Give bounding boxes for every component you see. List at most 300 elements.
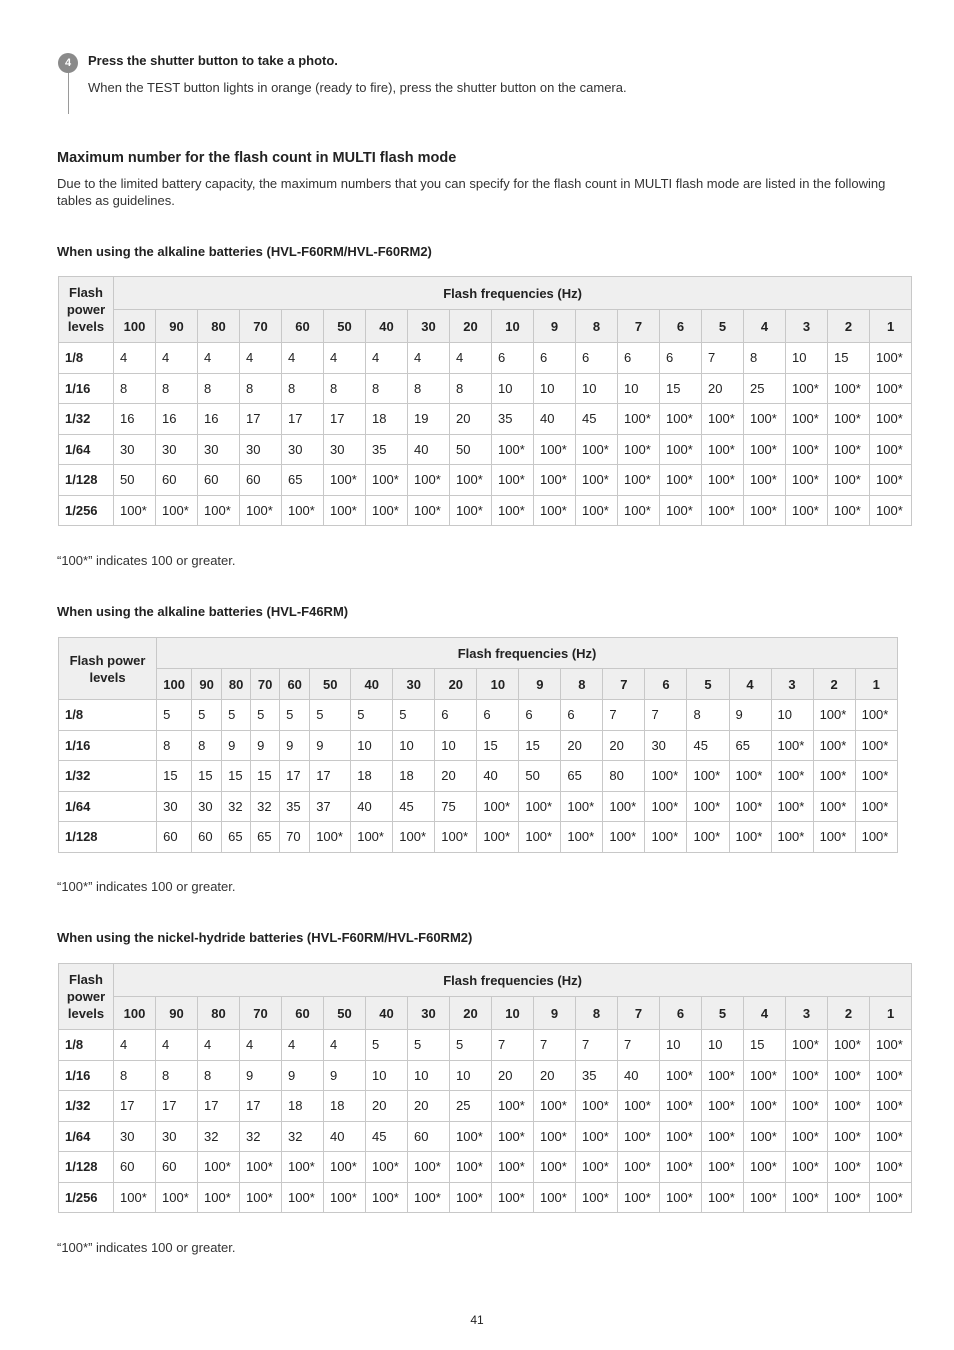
value-cell: 100* [702,1121,744,1152]
table-row [59,373,912,404]
column-header: 2 [828,997,870,1030]
column-header: 1 [870,997,912,1030]
value-cell: 100* [534,1121,576,1152]
value-cell: 65 [251,822,280,853]
value-cell: 100* [702,495,744,526]
value-cell: 8 [198,373,240,404]
value-cell: 100* [786,495,828,526]
value-cell: 100* [870,434,912,465]
value-cell: 100* [366,495,408,526]
header-row [59,964,912,997]
column-header-row [59,669,898,700]
value-cell: 20 [492,1060,534,1091]
value-cell: 65 [729,730,771,761]
value-cell: 100* [366,1152,408,1183]
value-cell: 100* [855,822,897,853]
column-header: 90 [156,997,198,1030]
value-cell: 100* [310,822,351,853]
value-cell: 100* [198,1182,240,1213]
value-cell: 6 [477,700,519,731]
value-cell: 100* [492,495,534,526]
power-level-cell: 1/16 [59,373,114,404]
value-cell: 8 [324,373,366,404]
value-cell: 40 [408,434,450,465]
column-header: 40 [366,997,408,1030]
value-cell: 25 [450,1091,492,1122]
value-cell: 100* [813,700,855,731]
value-cell: 15 [251,761,280,792]
column-header-row [59,997,912,1030]
value-cell: 35 [366,434,408,465]
value-cell: 7 [534,1030,576,1061]
section-title: Maximum number for the flash count in MULTI flash mode [57,150,457,166]
value-cell: 60 [157,822,192,853]
column-header: 5 [687,669,729,700]
value-cell: 40 [534,404,576,435]
value-cell: 100* [450,1121,492,1152]
value-cell: 100* [828,1121,870,1152]
value-cell: 100* [828,1030,870,1061]
table-row [59,1091,912,1122]
value-cell: 6 [660,343,702,374]
column-header: 90 [192,669,222,700]
group-header: Flash frequencies (Hz) [114,277,912,310]
value-cell: 100* [870,1121,912,1152]
table-alkaline-f60rm [58,276,912,526]
value-cell: 100* [828,1091,870,1122]
value-cell: 20 [702,373,744,404]
value-cell: 10 [771,700,813,731]
value-cell: 17 [198,1091,240,1122]
power-level-cell: 1/8 [59,1030,114,1061]
column-header: 60 [282,997,324,1030]
column-header: 5 [702,310,744,343]
value-cell: 10 [366,1060,408,1091]
value-cell: 100* [534,495,576,526]
column-header: 7 [618,997,660,1030]
value-cell: 17 [240,1091,282,1122]
value-cell: 100* [282,1182,324,1213]
value-cell: 100* [282,1152,324,1183]
value-cell: 8 [408,373,450,404]
value-cell: 100* [855,730,897,761]
value-cell: 4 [324,1030,366,1061]
value-cell: 100* [702,465,744,496]
value-cell: 10 [576,373,618,404]
value-cell: 40 [351,791,393,822]
value-cell: 20 [561,730,603,761]
value-cell: 100* [660,465,702,496]
value-cell: 100* [786,465,828,496]
value-cell: 100* [828,373,870,404]
value-cell: 100* [450,1182,492,1213]
value-cell: 20 [408,1091,450,1122]
group-header: Flash frequencies (Hz) [157,638,898,669]
power-level-cell: 1/64 [59,434,114,465]
page-number: 41 [470,1313,484,1327]
corner-header: Flash power levels [59,638,157,700]
step-title: Press the shutter button to take a photo. [88,53,338,68]
value-cell: 100* [660,434,702,465]
value-cell: 100* [156,1182,198,1213]
value-cell: 100* [771,822,813,853]
value-cell: 50 [114,465,156,496]
value-cell: 100* [603,822,645,853]
value-cell: 32 [222,791,251,822]
value-cell: 5 [222,700,251,731]
value-cell: 20 [450,404,492,435]
power-level-cell: 1/32 [59,1091,114,1122]
value-cell: 100* [870,1030,912,1061]
column-header: 2 [813,669,855,700]
column-header: 7 [603,669,645,700]
value-cell: 100* [744,1060,786,1091]
value-cell: 18 [324,1091,366,1122]
value-cell: 15 [477,730,519,761]
value-cell: 100* [828,1182,870,1213]
value-cell: 100* [729,761,771,792]
value-cell: 10 [618,373,660,404]
column-header: 70 [251,669,280,700]
column-header: 9 [534,310,576,343]
column-header: 40 [351,669,393,700]
value-cell: 100* [366,465,408,496]
value-cell: 15 [157,761,192,792]
value-cell: 80 [603,761,645,792]
table-row [59,343,912,374]
step-body: When the TEST button lights in orange (ready to fire), press the shutter button on the camera. [88,80,627,95]
value-cell: 100* [828,404,870,435]
value-cell: 40 [477,761,519,792]
value-cell: 100* [519,791,561,822]
value-cell: 10 [534,373,576,404]
value-cell: 6 [561,700,603,731]
value-cell: 100* [450,465,492,496]
table-row [59,791,898,822]
power-level-cell: 1/32 [59,404,114,435]
value-cell: 100* [492,465,534,496]
value-cell: 9 [280,730,310,761]
value-cell: 7 [702,343,744,374]
column-header: 10 [477,669,519,700]
value-cell: 16 [198,404,240,435]
value-cell: 20 [366,1091,408,1122]
value-cell: 100* [519,822,561,853]
value-cell: 100* [324,1152,366,1183]
value-cell: 100* [534,434,576,465]
value-cell: 15 [192,761,222,792]
value-cell: 30 [645,730,687,761]
table-2-heading: When using the alkaline batteries (HVL-F46RM) [57,604,349,619]
value-cell: 100* [324,495,366,526]
value-cell: 35 [492,404,534,435]
power-level-cell: 1/256 [59,1182,114,1213]
value-cell: 100* [618,1121,660,1152]
value-cell: 100* [561,791,603,822]
value-cell: 100* [855,700,897,731]
value-cell: 100* [786,1091,828,1122]
value-cell: 100* [576,1182,618,1213]
value-cell: 100* [477,822,519,853]
value-cell: 16 [114,404,156,435]
value-cell: 45 [393,791,435,822]
value-cell: 100* [813,791,855,822]
value-cell: 100* [576,465,618,496]
column-header: 30 [408,997,450,1030]
value-cell: 8 [156,373,198,404]
column-header-row [59,310,912,343]
value-cell: 17 [310,761,351,792]
column-header: 100 [114,310,156,343]
value-cell: 75 [435,791,477,822]
column-header: 80 [222,669,251,700]
value-cell: 45 [366,1121,408,1152]
value-cell: 100* [786,1060,828,1091]
value-cell: 5 [251,700,280,731]
value-cell: 100* [813,822,855,853]
value-cell: 60 [240,465,282,496]
value-cell: 100* [114,495,156,526]
value-cell: 10 [660,1030,702,1061]
value-cell: 15 [744,1030,786,1061]
group-header: Flash frequencies (Hz) [114,964,912,997]
table-alkaline-f46rm [58,637,898,853]
table-row [59,404,912,435]
value-cell: 5 [408,1030,450,1061]
table-row [59,1030,912,1061]
power-level-cell: 1/128 [59,465,114,496]
value-cell: 100* [198,495,240,526]
value-cell: 100* [828,465,870,496]
value-cell: 4 [198,343,240,374]
value-cell: 100* [408,465,450,496]
value-cell: 7 [645,700,687,731]
value-cell: 100* [534,465,576,496]
table-row [59,1060,912,1091]
value-cell: 100* [240,495,282,526]
value-cell: 7 [492,1030,534,1061]
value-cell: 100* [771,730,813,761]
column-header: 60 [282,310,324,343]
value-cell: 8 [450,373,492,404]
column-header: 70 [240,997,282,1030]
value-cell: 100* [744,1091,786,1122]
table-row [59,761,898,792]
value-cell: 100* [744,1121,786,1152]
value-cell: 18 [393,761,435,792]
column-header: 50 [324,997,366,1030]
value-cell: 100* [744,465,786,496]
value-cell: 65 [222,822,251,853]
value-cell: 15 [828,343,870,374]
value-cell: 100* [702,1152,744,1183]
column-header: 6 [660,310,702,343]
value-cell: 100* [492,1121,534,1152]
value-cell: 100* [687,791,729,822]
value-cell: 100* [492,1182,534,1213]
value-cell: 100* [660,1182,702,1213]
value-cell: 50 [450,434,492,465]
table-1-heading: When using the alkaline batteries (HVL-F60RM/HVL-F60RM2) [57,244,432,259]
value-cell: 10 [435,730,477,761]
value-cell: 7 [618,1030,660,1061]
value-cell: 100* [450,495,492,526]
value-cell: 100* [813,730,855,761]
value-cell: 10 [351,730,393,761]
value-cell: 100* [855,791,897,822]
value-cell: 100* [870,495,912,526]
power-level-cell: 1/8 [59,700,157,731]
value-cell: 100* [618,1091,660,1122]
column-header: 4 [744,310,786,343]
value-cell: 100* [771,761,813,792]
value-cell: 5 [157,700,192,731]
value-cell: 100* [786,1152,828,1183]
value-cell: 100* [240,1182,282,1213]
value-cell: 100* [828,1060,870,1091]
value-cell: 100* [702,1182,744,1213]
value-cell: 100* [702,434,744,465]
value-cell: 8 [157,730,192,761]
value-cell: 8 [198,1060,240,1091]
table-3-note: “100*” indicates 100 or greater. [57,1240,236,1255]
header-row [59,277,912,310]
value-cell: 4 [240,1030,282,1061]
value-cell: 30 [157,791,192,822]
value-cell: 100* [282,495,324,526]
value-cell: 100* [729,791,771,822]
value-cell: 7 [603,700,645,731]
value-cell: 100* [534,1182,576,1213]
table-1-note: “100*” indicates 100 or greater. [57,553,236,568]
column-header: 2 [828,310,870,343]
value-cell: 4 [408,343,450,374]
value-cell: 100* [114,1182,156,1213]
value-cell: 9 [310,730,351,761]
value-cell: 32 [251,791,280,822]
column-header: 100 [157,669,192,700]
value-cell: 100* [240,1152,282,1183]
value-cell: 30 [114,1121,156,1152]
value-cell: 4 [240,343,282,374]
column-header: 40 [366,310,408,343]
value-cell: 60 [198,465,240,496]
value-cell: 17 [282,404,324,435]
step-4 [58,50,918,114]
column-header: 4 [744,997,786,1030]
column-header: 8 [576,310,618,343]
value-cell: 18 [366,404,408,435]
value-cell: 9 [729,700,771,731]
value-cell: 100* [576,1152,618,1183]
value-cell: 100* [366,1182,408,1213]
power-level-cell: 1/8 [59,343,114,374]
power-level-cell: 1/256 [59,495,114,526]
table-3-heading: When using the nickel-hydride batteries (HVL-F60RM/HVL-F60RM2) [57,930,473,945]
value-cell: 100* [408,495,450,526]
value-cell: 32 [240,1121,282,1152]
column-header: 50 [310,669,351,700]
table-row [59,465,912,496]
section-description: Due to the limited battery capacity, the maximum numbers that you can specify for the flash count in MULTI flash mode are listed in the following tables as guidelines. [57,176,886,208]
value-cell: 100* [408,1182,450,1213]
value-cell: 4 [282,343,324,374]
value-cell: 30 [240,434,282,465]
value-cell: 100* [450,1152,492,1183]
value-cell: 9 [222,730,251,761]
value-cell: 17 [324,404,366,435]
value-cell: 100* [786,1121,828,1152]
value-cell: 100* [870,373,912,404]
column-header: 8 [576,997,618,1030]
value-cell: 100* [786,434,828,465]
value-cell: 5 [351,700,393,731]
value-cell: 100* [393,822,435,853]
value-cell: 100* [618,404,660,435]
value-cell: 8 [240,373,282,404]
value-cell: 4 [114,1030,156,1061]
value-cell: 4 [366,343,408,374]
value-cell: 6 [618,343,660,374]
value-cell: 20 [435,761,477,792]
table-row [59,730,898,761]
column-header: 1 [870,310,912,343]
value-cell: 30 [114,434,156,465]
value-cell: 7 [576,1030,618,1061]
value-cell: 15 [660,373,702,404]
value-cell: 100* [855,761,897,792]
value-cell: 30 [156,1121,198,1152]
value-cell: 30 [156,434,198,465]
corner-header: Flash power levels [59,277,114,343]
value-cell: 60 [192,822,222,853]
value-cell: 9 [324,1060,366,1091]
value-cell: 19 [408,404,450,435]
value-cell: 60 [114,1152,156,1183]
table-row [59,495,912,526]
value-cell: 100* [702,1060,744,1091]
value-cell: 40 [324,1121,366,1152]
value-cell: 100* [744,1152,786,1183]
value-cell: 4 [282,1030,324,1061]
value-cell: 4 [324,343,366,374]
value-cell: 32 [282,1121,324,1152]
value-cell: 45 [576,404,618,435]
table-2-note: “100*” indicates 100 or greater. [57,879,236,894]
table-row [59,434,912,465]
value-cell: 100* [324,465,366,496]
value-cell: 100* [576,1091,618,1122]
value-cell: 100* [870,1091,912,1122]
power-level-cell: 1/16 [59,1060,114,1091]
value-cell: 35 [576,1060,618,1091]
column-header: 10 [492,310,534,343]
value-cell: 100* [660,495,702,526]
column-header: 80 [198,310,240,343]
value-cell: 6 [435,700,477,731]
value-cell: 65 [282,465,324,496]
value-cell: 100* [660,1152,702,1183]
value-cell: 30 [324,434,366,465]
value-cell: 100* [687,761,729,792]
value-cell: 100* [744,495,786,526]
table-row [59,822,898,853]
value-cell: 18 [282,1091,324,1122]
value-cell: 100* [576,495,618,526]
value-cell: 100* [870,1060,912,1091]
table-row [59,1152,912,1183]
value-cell: 100* [492,1091,534,1122]
